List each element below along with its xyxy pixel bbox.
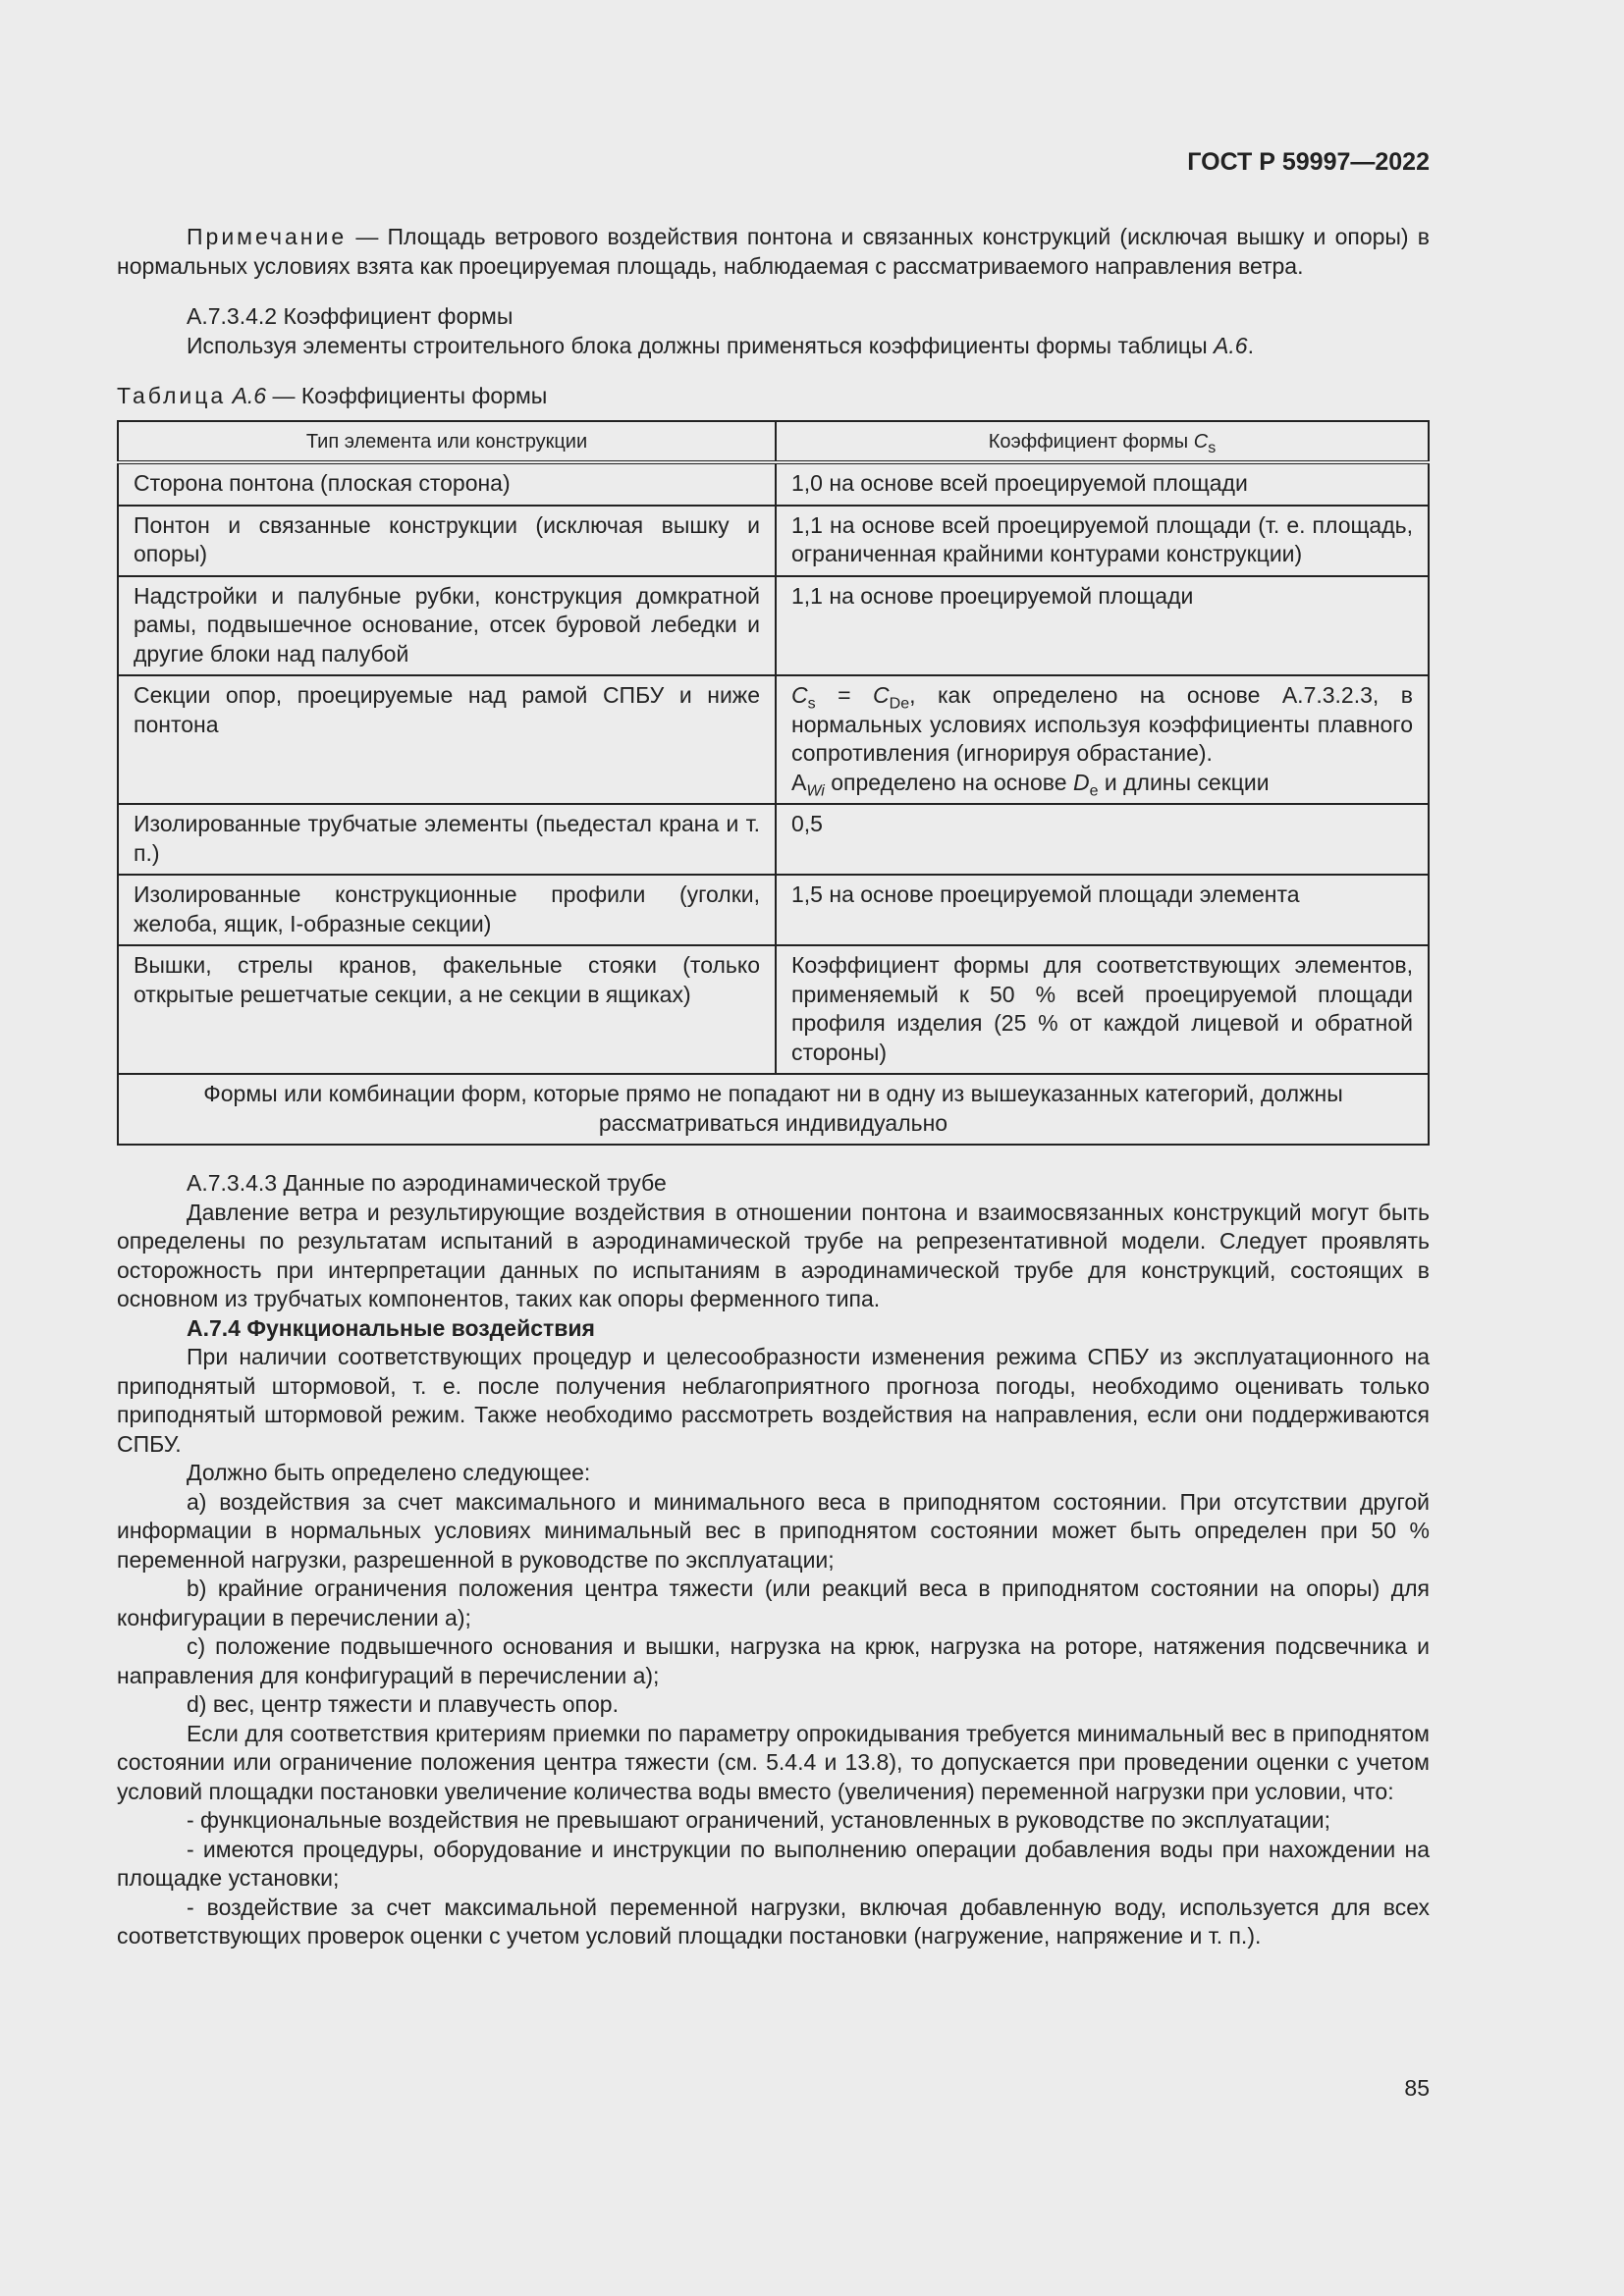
- note-text: — Площадь ветрового воздействия понтона и связанных конструкций (исключая вышку и опоры) в нормальных условиях взята как проецируемая площадь, наблюдаемая с рассматриваемого направления ветра.: [117, 224, 1430, 279]
- table-caption-title: — Коэффициенты формы: [266, 383, 548, 408]
- list-item: b) крайние ограничения положения центра тяжести (или реакций веса в приподнятом состоянии на опоры) для конфигурации в перечислении a);: [117, 1575, 1430, 1630]
- section-text-a73443: Давление ветра и результирующие воздействия в отношении понтона и взаимосвязанных конструкций могут быть определены по результатам испытаний в аэродинамической трубе на репрезентативной модели. Следует проявлять осторожность при интерпретации данных по испытаниям в аэродинамической трубе для конструкций, состоящих в основном из трубчатых компонентов, таких как опоры ферменного типа.: [117, 1199, 1430, 1311]
- table-cell-type: Секции опор, проецируемые над рамой СПБУ и ниже понтона: [118, 675, 776, 804]
- table-cell-coefficient: [776, 675, 1429, 804]
- table-cell-type: Изолированные трубчатые элементы (пьедестал крана и т. п.): [118, 804, 776, 875]
- table-row: [118, 875, 1429, 945]
- table-row: [118, 506, 1429, 576]
- equals-sign: =: [815, 682, 874, 708]
- leg-row-text-3: и длины секции: [1098, 769, 1270, 795]
- header-coefficient-text: Коэффициент формы: [988, 430, 1194, 453]
- paragraph: Если для соответствия критериям приемки по параметру опрокидывания требуется минимальный вес в приподнятом состоянии или ограничение положения центра тяжести (см. 5.4.4 и 13.8), то допускается при проведении оценки с учетом условий площадки постановки увеличение количества воды вместо (увеличения) переменной нагрузки при условии, что:: [117, 1720, 1430, 1804]
- paragraph: Должно быть определено следующее:: [187, 1460, 591, 1485]
- symbol-awi-sub: Wi: [806, 782, 825, 800]
- section-heading-a73442: А.7.3.4.2 Коэффициент формы: [187, 303, 514, 329]
- section-text-a73442-before: Используя элементы строительного блока должны применяться коэффициенты формы таблицы: [187, 332, 1215, 358]
- table-cell-type: Изолированные конструкционные профили (уголки, желоба, ящик, I-образные секции): [118, 875, 776, 945]
- page-number: 85: [1404, 2075, 1430, 2101]
- page-content: [117, 223, 1430, 1951]
- table-cell-coefficient: Коэффициент формы для соответствующих элементов, применяемый к 50 % всей проецируемой площади профиля изделия (25 % от каждой лицевой и обратной стороны): [776, 945, 1429, 1074]
- table-footer-row: [118, 1074, 1429, 1145]
- table-row: [118, 675, 1429, 804]
- table-caption-number: А.6: [232, 383, 267, 408]
- table-header-coefficient: [776, 421, 1429, 463]
- symbol-cs: C: [791, 682, 808, 708]
- symbol-cs-sub: s: [807, 695, 816, 713]
- table-row: [118, 804, 1429, 875]
- header-coefficient-subscript: s: [1208, 439, 1217, 456]
- table-cell-coefficient: 0,5: [776, 804, 1429, 875]
- table-cell-coefficient: 1,5 на основе проецируемой площади элемента: [776, 875, 1429, 945]
- table-header-type: Тип элемента или конструкции: [118, 421, 776, 463]
- section-heading-a74: А.7.4 Функциональные воздействия: [187, 1314, 595, 1341]
- symbol-cde-sub: De: [889, 695, 910, 713]
- table-cell-type: Сторона понтона (плоская сторона): [118, 462, 776, 506]
- header-coefficient-symbol: C: [1193, 430, 1209, 453]
- dash-item: - воздействие за счет максимальной переменной нагрузки, включая добавленную воду, используется для всех соответствующих проверок оценки с учетом условий площадки постановки (нагружение, напряжение и т. п.).: [117, 1894, 1430, 1949]
- section-text-a73442-after: .: [1247, 332, 1254, 358]
- section-text-a73442: [117, 332, 1430, 361]
- table-cell-coefficient: 1,0 на основе всей проецируемой площади: [776, 462, 1429, 506]
- table-cell-type: Вышки, стрелы кранов, факельные стояки (только открытые решетчатые секции, а не секции в ящиках): [118, 945, 776, 1074]
- symbol-awi: A: [791, 769, 807, 795]
- table-row: [118, 576, 1429, 676]
- dash-item: - имеются процедуры, оборудование и инструкции по выполнению операции добавления воды при нахождении на площадке установки;: [117, 1836, 1430, 1891]
- table-reference: А.6: [1214, 332, 1248, 358]
- list-item: c) положение подвышечного основания и вышки, нагрузка на крюк, нагрузка на роторе, натяжения подсвечника и направления для конфигураций в перечислении a);: [117, 1633, 1430, 1688]
- note-paragraph: [117, 223, 1430, 281]
- symbol-cde: C: [873, 682, 890, 708]
- note-label: Примечание: [187, 224, 348, 249]
- table-cell-type: Понтон и связанные конструкции (исключая вышку и опоры): [118, 506, 776, 576]
- table-cell-coefficient: 1,1 на основе всей проецируемой площади (т. е. площадь, ограниченная крайними контурами конструкции): [776, 506, 1429, 576]
- list-item: d) вес, центр тяжести и плавучесть опор.: [187, 1691, 619, 1717]
- table-row: [118, 945, 1429, 1074]
- list-item: a) воздействия за счет максимального и минимального веса в приподнятом состоянии. При отсутствии другой информации в нормальных условиях минимальный вес в приподнятом состоянии может быть определен при 50 % переменной нагрузки, разрешенной в руководстве по эксплуатации;: [117, 1488, 1430, 1573]
- document-id: ГОСТ Р 59997—2022: [1187, 148, 1430, 176]
- table-header-row: [118, 421, 1429, 463]
- shape-coefficients-table: [117, 420, 1430, 1147]
- paragraph: При наличии соответствующих процедур и целесообразности изменения режима СПБУ из эксплуатационного на приподнятый штормовой, т. е. после получения неблагоприятного прогноза погоды, необходимо оценивать только приподнятый штормовой режим. Также необходимо рассмотреть воздействия на направления, если они поддерживаются СПБУ.: [117, 1344, 1430, 1457]
- symbol-de: D: [1072, 769, 1090, 795]
- table-caption-label: Таблица: [117, 383, 227, 408]
- table-footer-cell: Формы или комбинации форм, которые прямо не попадают ни в одну из вышеуказанных категорий, должны рассматриваться индивидуально: [118, 1074, 1429, 1145]
- dash-item: - функциональные воздействия не превышают ограничений, установленных в руководстве по эксплуатации;: [187, 1807, 1331, 1833]
- table-caption: [117, 382, 1430, 411]
- table-cell-coefficient: 1,1 на основе проецируемой площади: [776, 576, 1429, 676]
- table-cell-type: Надстройки и палубные рубки, конструкция домкратной рамы, подвышечное основание, отсек буровой лебедки и другие блоки над палубой: [118, 576, 776, 676]
- leg-row-text-2: определено на основе: [824, 769, 1073, 795]
- section-heading-a73443: А.7.3.4.3 Данные по аэродинамической трубе: [187, 1170, 667, 1196]
- leg-row-text-1: , как определено на основе А.7.3.2.3, в нормальных условиях используя коэффициенты плавного сопротивления (игнорируя обрастание).: [791, 682, 1413, 766]
- table-row: [118, 462, 1429, 506]
- symbol-de-sub: e: [1089, 782, 1099, 800]
